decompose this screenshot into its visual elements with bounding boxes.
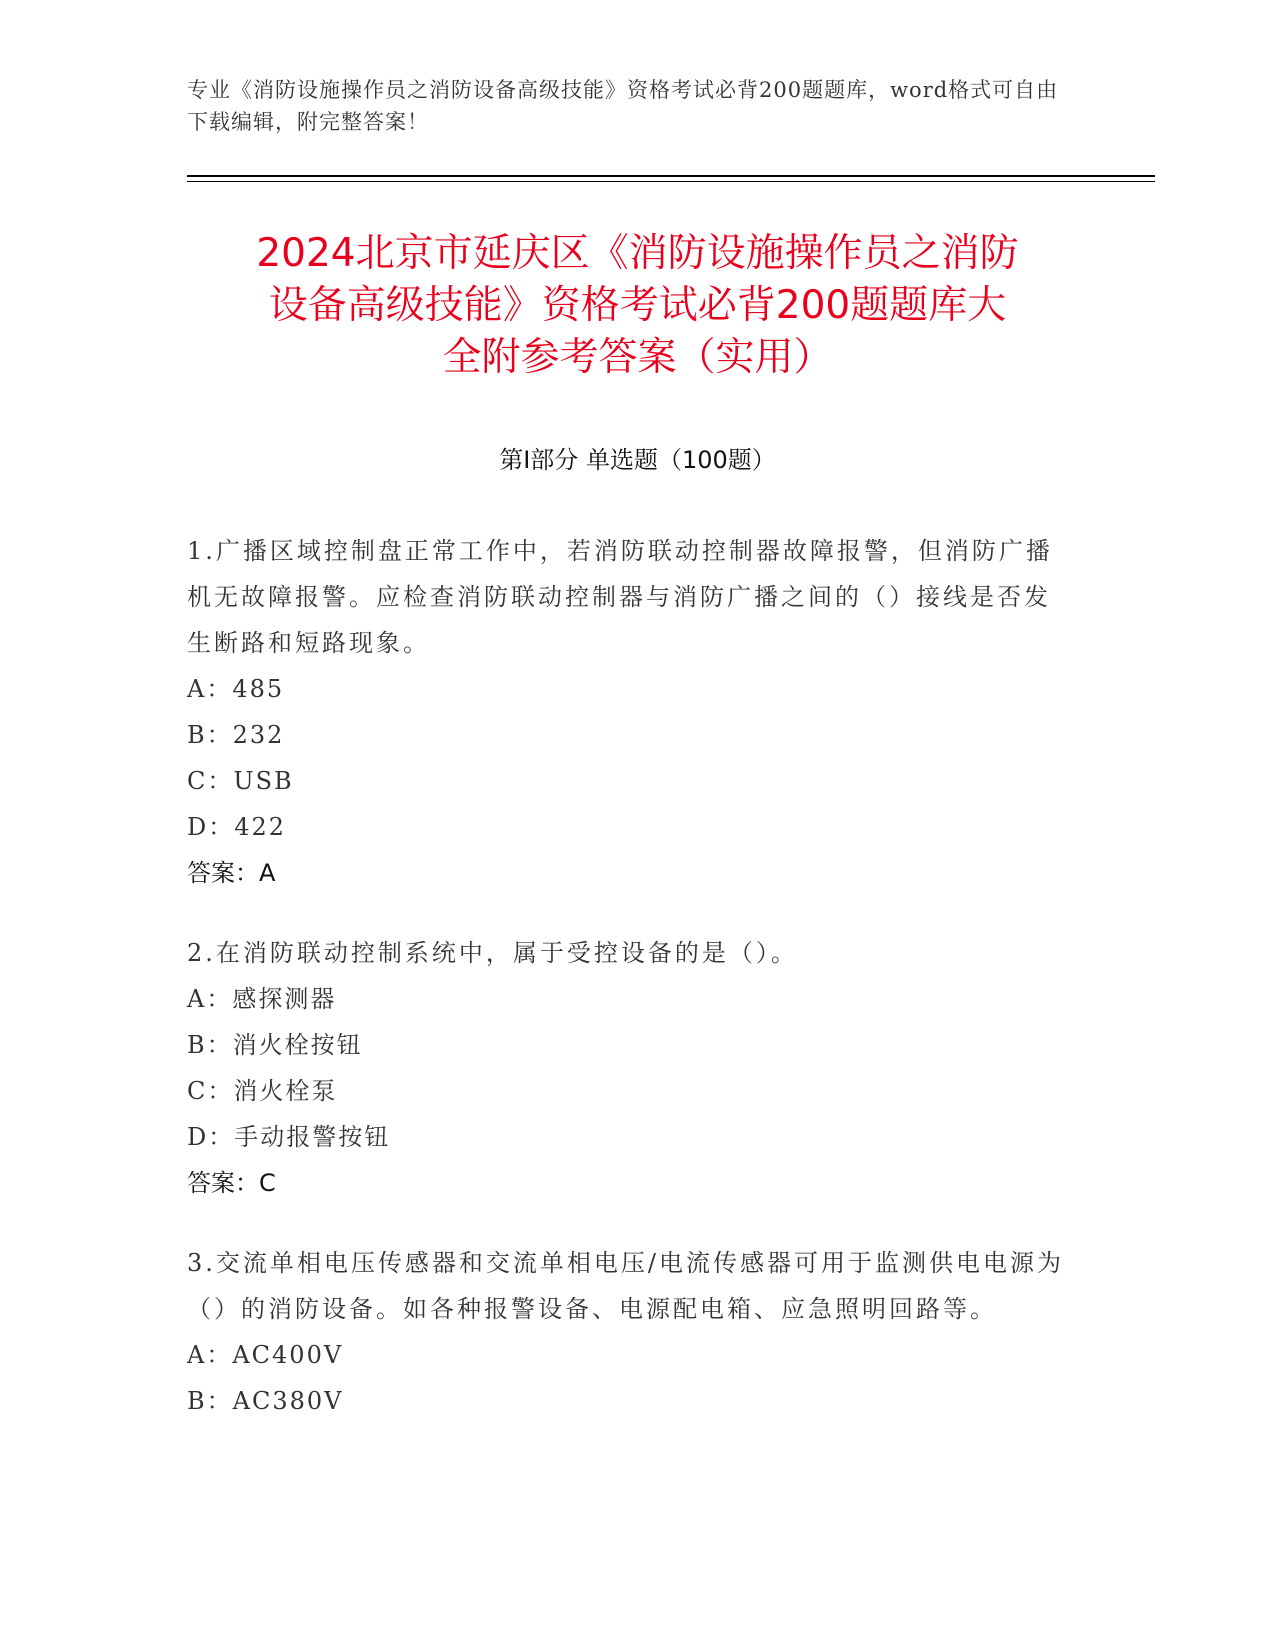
title-line-3: 全附参考答案（实用） (442, 335, 833, 380)
header-rule-thick (187, 175, 1155, 177)
option-b: B：232 (187, 721, 285, 749)
question-text: 1.广播区域控制盘正常工作中，若消防联动控制器故障报警，但消防广播机无故障报警。应检查消防联动控制器与消防广播之间的（）接线是否发生断路和短路现象。 (187, 537, 1053, 657)
question-3 (187, 1240, 1067, 1424)
answer: 答案：C (187, 1169, 276, 1197)
option-a: A：485 (187, 675, 285, 703)
title-line-1: 2024北京市延庆区《消防设施操作员之消防 (256, 231, 1019, 276)
option-b: B：AC380V (187, 1387, 344, 1415)
option-c: C：USB (187, 767, 294, 795)
question-text: 3.交流单相电压传感器和交流单相电压/电流传感器可用于监测供电电源为（）的消防设备。如各种报警设备、电源配电箱、应急照明回路等。 (187, 1249, 1064, 1323)
title-line-2: 设备高级技能》资格考试必背200题题库大 (268, 283, 1007, 328)
header-rule-thin (187, 181, 1155, 182)
section-title: 第I部分 单选题（100题） (499, 446, 776, 474)
question-1 (187, 528, 1067, 896)
question-text: 2.在消防联动控制系统中，属于受控设备的是（）。 (187, 939, 798, 967)
option-d: D：手动报警按钮 (187, 1123, 391, 1151)
document-title (150, 228, 1125, 384)
question-2 (187, 930, 1067, 1206)
option-b: B：消火栓按钮 (187, 1031, 363, 1059)
option-d: D：422 (187, 813, 287, 841)
answer: 答案：A (187, 859, 276, 887)
header-note: 专业《消防设施操作员之消防设备高级技能》资格考试必背200题题库，word格式可自由下载编辑，附完整答案！ (187, 78, 1059, 134)
option-a: A：AC400V (187, 1341, 344, 1369)
option-c: C：消火栓泵 (187, 1077, 338, 1105)
question-list (187, 528, 1067, 1458)
option-a: A：感探测器 (187, 985, 337, 1013)
